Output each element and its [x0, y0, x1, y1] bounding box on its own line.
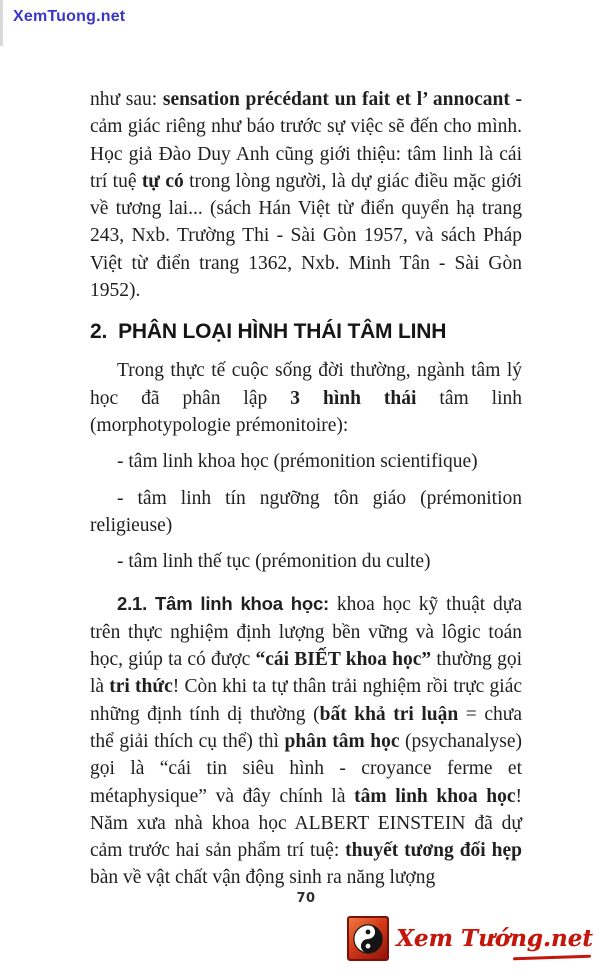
section-title: PHÂN LOẠI HÌNH THÁI TÂM LINH: [118, 320, 447, 344]
site-logo[interactable]: [347, 916, 597, 961]
list-item: [90, 485, 522, 540]
text-run: như sau:: [90, 89, 163, 110]
text-run: thuyết tương đối hẹp: [345, 840, 522, 862]
text-run: khoa học kỹ thuật dựa trên thực nghiệm định lượng bền vững và lôgic toán học, giúp ta có được: [90, 594, 523, 671]
text-run: - tâm linh khoa học (prémonition scientifique): [117, 451, 478, 473]
paragraph: [90, 357, 522, 439]
text-run: “cái BIẾT khoa học”: [255, 649, 432, 671]
text-run: ! Năm xưa nhà khoa học ALBERT EINSTEIN đã dự cảm trước hai sản phẩm trí tuệ:: [90, 785, 522, 862]
text-run: 3 hình thái: [290, 387, 417, 409]
paragraph: [90, 86, 522, 304]
paragraph: [90, 590, 522, 891]
text-run: tự có: [141, 170, 184, 192]
text-run: tâm linh (morphotypologie prémonitoire):: [90, 387, 522, 436]
section-heading: [90, 317, 522, 346]
page-content: [90, 86, 522, 892]
text-run: tâm linh khoa học: [354, 785, 516, 807]
text-run: sensation précédant un fait et l’ annocant -: [162, 89, 523, 110]
text-run: phân tâm học: [284, 730, 400, 752]
text-run: - tâm linh tín ngưỡng tôn giáo (prémonition religieuse): [90, 487, 522, 536]
text-run: bàn về vật chất vận động sinh ra năng lượng: [90, 867, 436, 889]
logo-underline-swash: [513, 955, 591, 961]
list-item: [90, 448, 522, 475]
text-run: ! Còn khi ta tự thân trải nghiệm rồi trực giác những định tính dị thường (: [90, 676, 523, 725]
text-run: 2.1. Tâm linh khoa học:: [117, 593, 330, 615]
text-run: - tâm linh thế tục (prémonition du culte): [117, 551, 431, 573]
text-run: (psychanalyse) gọi là “cái tin siêu hình - croyance ferme et métaphysique” và đây chính là: [90, 730, 522, 807]
text-run: bất khả tri luận: [319, 703, 459, 725]
text-run: cảm giác riêng như báo trước sự việc sẽ đến cho mình. Học giả Đào Duy Anh cũng giới thiệu: tâm linh là cái trí tuệ: [90, 116, 522, 192]
watermark-link[interactable]: XemTuong.net: [13, 8, 126, 25]
text-run: = chưa thể giải thích cụ thể) thì: [90, 703, 522, 752]
yin-yang-icon: [347, 916, 389, 961]
section-number: 2.: [90, 320, 108, 344]
scan-edge-artifact: [0, 0, 3, 46]
logo-wordmark: Xem Tướng.net: [396, 925, 597, 952]
text-run: Trong thực tế cuộc sống đời thường, ngành tâm lý học đã phân lập: [90, 360, 522, 409]
page-number: 70: [296, 891, 316, 906]
text-run: trong lòng người, là dự giác điều mặc giới về tương lai... (sách Hán Việt từ điển quyển hạ trang 243, Nxb. Trường Thi - Sài Gòn 1957, và sách Pháp Việt từ điển trang 1362, Nxb. Minh Tân - Sài Gòn 1952).: [90, 170, 522, 302]
text-run: tri thức: [109, 676, 173, 698]
text-run: thường gọi là: [90, 649, 522, 698]
list-item: [90, 548, 522, 575]
